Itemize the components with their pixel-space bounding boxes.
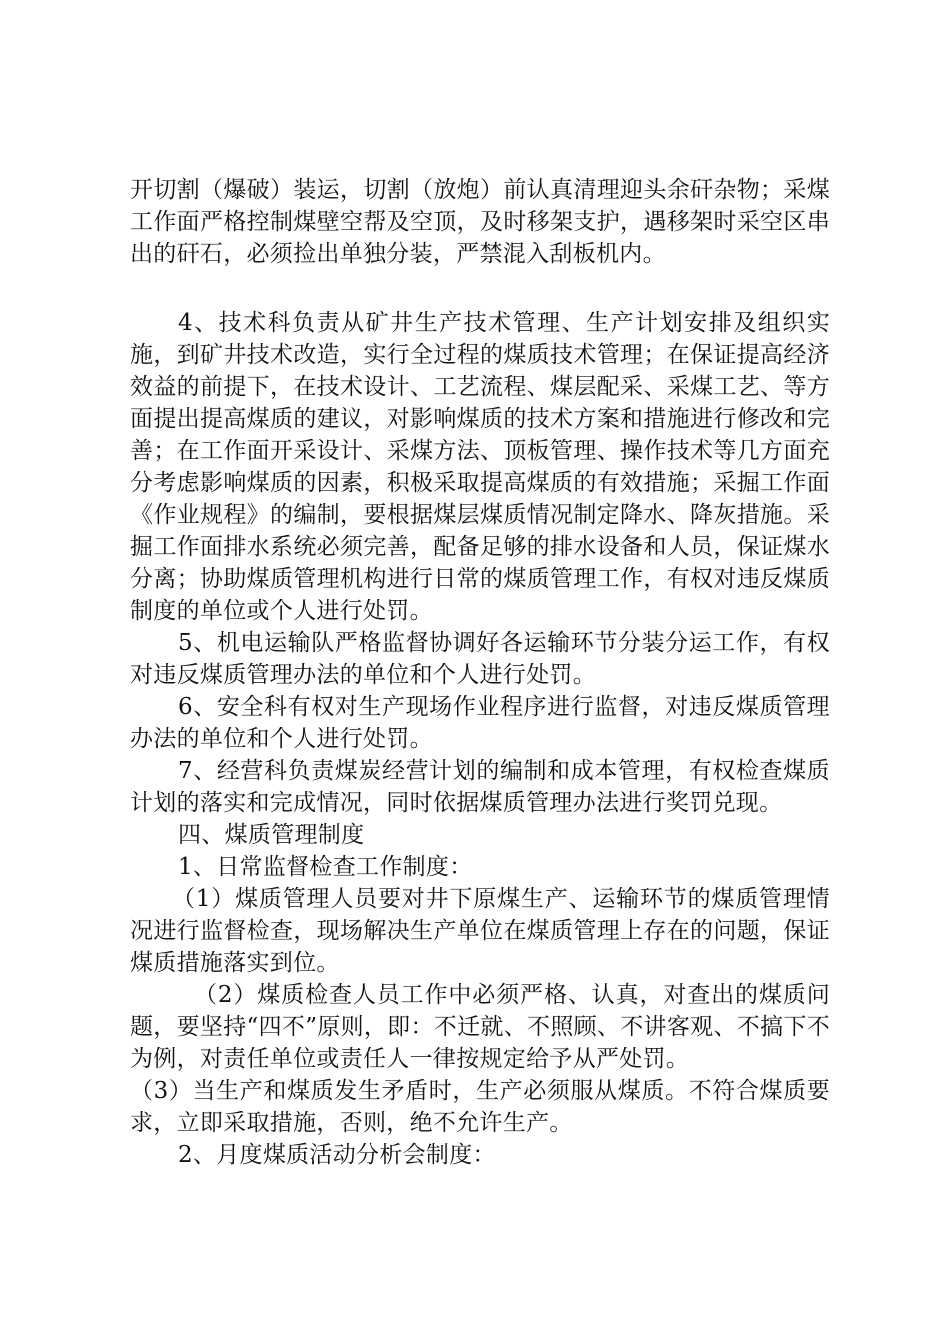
paragraph-sub-2: （2）煤质检查人员工作中必须严格、认真，对查出的煤质问题，要坚持“四不”原则，即：不迁就、不照顾、不讲客观、不搞下不为例，对责任单位或责任人一律按规定给予从严处罚。 <box>130 982 830 1072</box>
section-heading: 四、煤质管理制度 <box>178 822 365 848</box>
subsection-heading-1: 1、日常监督检查工作制度： <box>178 854 473 880</box>
paragraph-item-5: 5、机电运输队严格监督协调好各运输环节分装分运工作，有权对违反煤质管理办法的单位和个人进行处罚。 <box>130 630 830 688</box>
document-body <box>130 174 830 1171</box>
paragraph-sub-3: （3）当生产和煤质发生矛盾时，生产必须服从煤质。不符合煤质要求，立即采取措施，否则，绝不允许生产。 <box>130 1078 830 1136</box>
paragraph-sub-1: （1）煤质管理人员要对井下原煤生产、运输环节的煤质管理情况进行监督检查，现场解决生产单位在煤质管理上存在的问题，保证煤质措施落实到位。 <box>130 886 830 976</box>
paragraph-item-7: 7、经营科负责煤炭经营计划的编制和成本管理，有权检查煤质计划的落实和完成情况，同时依据煤质管理办法进行奖罚兑现。 <box>130 758 830 816</box>
subsection-heading-2: 2、月度煤质活动分析会制度： <box>178 1142 496 1168</box>
paragraph-continuation: 开切割（爆破）装运，切割（放炮）前认真清理迎头余矸杂物；采煤工作面严格控制煤壁空帮及空顶，及时移架支护，遇移架时采空区串出的矸石，必须捡出单独分装，严禁混入刮板机内。 <box>130 177 830 267</box>
paragraph-item-4: 4、技术科负责从矿井生产技术管理、生产计划安排及组织实施，到矿井技术改造，实行全过程的煤质技术管理；在保证提高经济效益的前提下，在技术设计、工艺流程、煤层配采、采煤工艺、等方面提出提高煤质的建议，对影响煤质的技术方案和措施进行修改和完善；在工作面开采设计、采煤方法、顶板管理、操作技术等几方面充分考虑影响煤质的因素，积极采取提高煤质的有效措施；采掘工作面《作业规程》的编制，要根据煤层煤质情况制定降水、降灰措施。采掘工作面排水系统必须完善，配备足够的排水设备和人员，保证煤水分离；协助煤质管理机构进行日常的煤质管理工作，有权对违反煤质制度的单位或个人进行处罚。 <box>130 310 830 624</box>
paragraph-item-6: 6、安全科有权对生产现场作业程序进行监督，对违反煤质管理办法的单位和个人进行处罚。 <box>130 694 830 752</box>
